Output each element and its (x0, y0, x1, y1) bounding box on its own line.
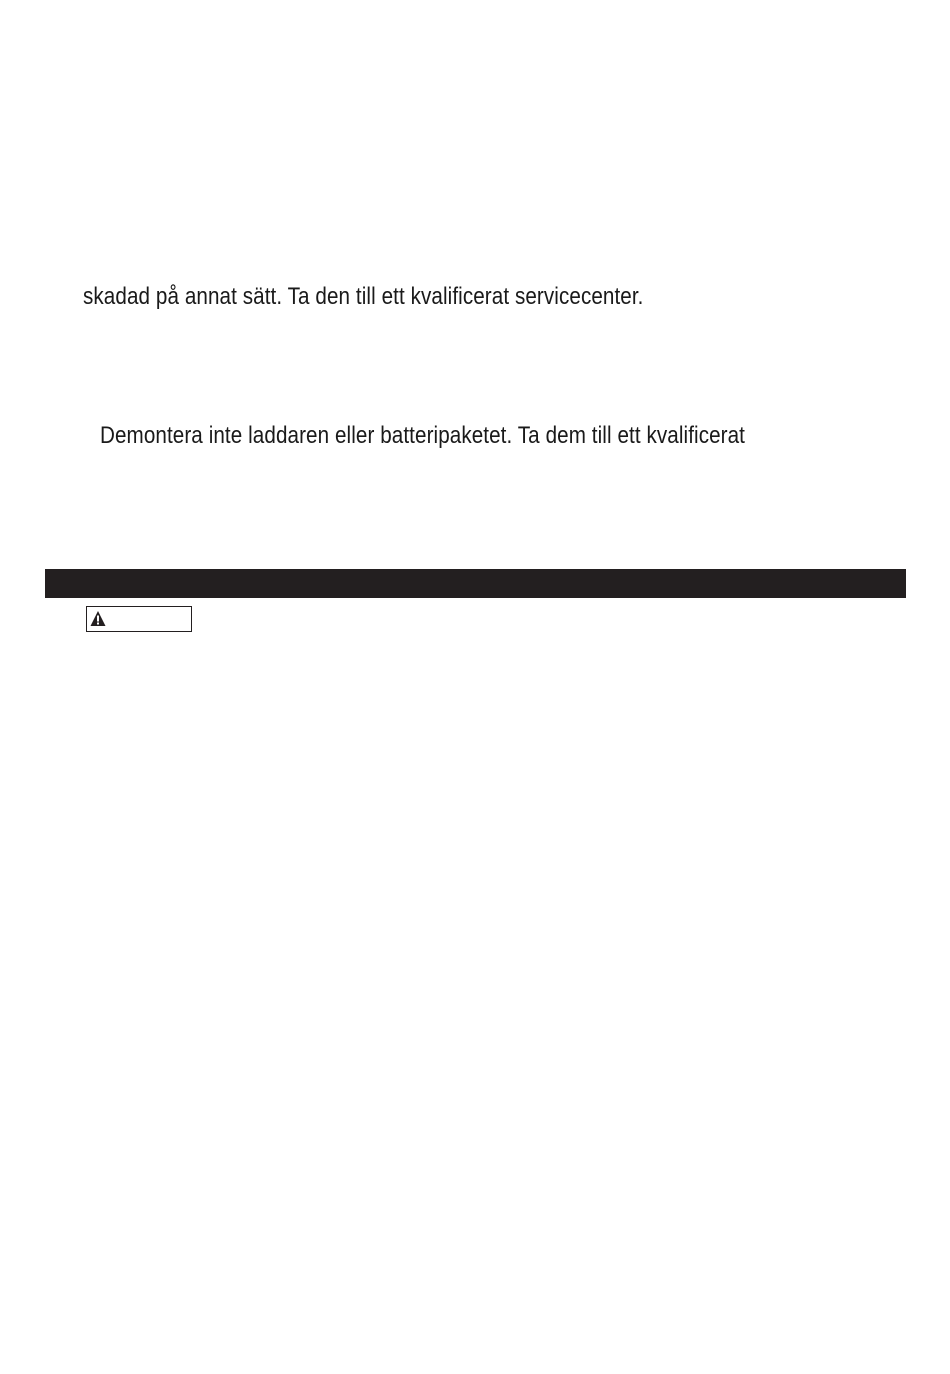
warning-triangle-icon (90, 610, 106, 627)
section-header-bar (45, 569, 906, 598)
text-line-demontera: Demontera inte laddaren eller batteripaketet. Ta dem till ett kvalificerat (100, 422, 746, 449)
text-line-skadad: skadad på annat sätt. Ta den till ett kvalificerat servicecenter. (83, 283, 644, 310)
warning-label-box (86, 606, 192, 632)
